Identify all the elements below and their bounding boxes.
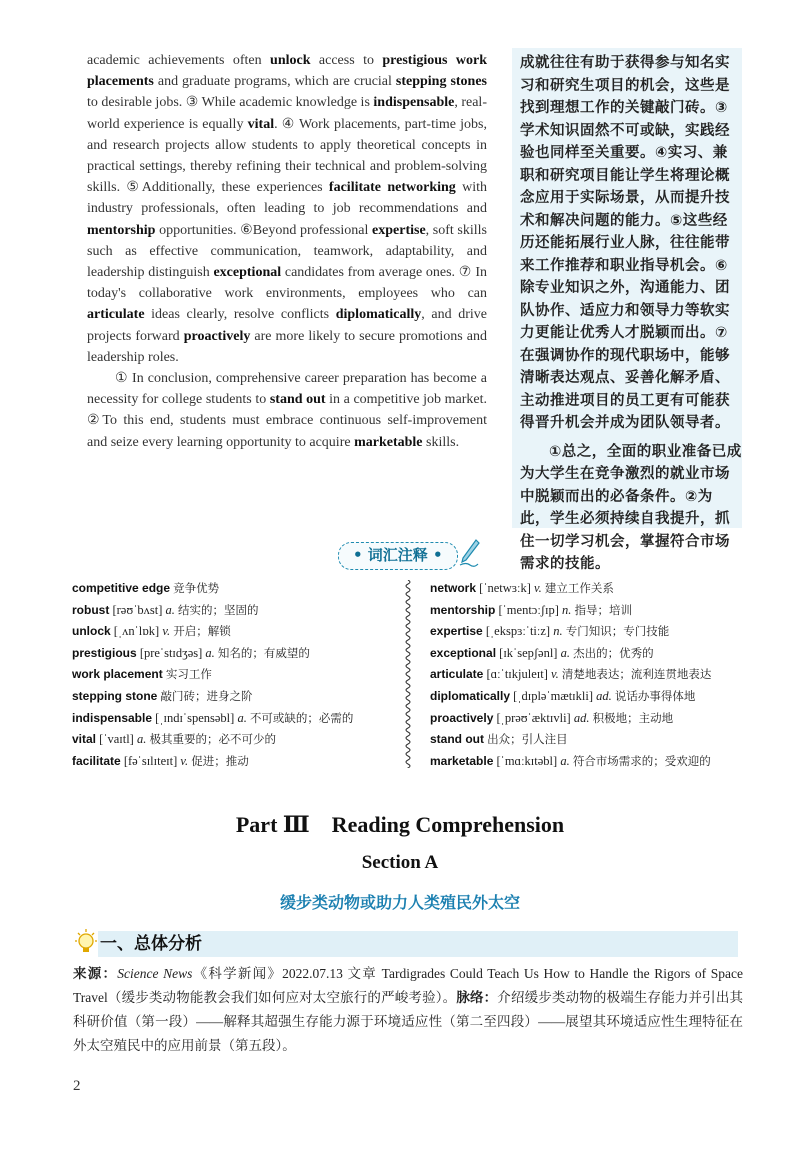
vocab-entry	[72, 643, 392, 665]
vocab-part-of-speech: a.	[165, 602, 175, 617]
vocab-word: prestigious	[72, 645, 137, 660]
vocab-definition: 符合市场需求的；受欢迎的	[572, 753, 711, 768]
text-run: ① In conclusion, comprehensive career preparation has become a necessity for college students to	[87, 371, 487, 408]
text-run: in a competitive job market. ②To this end, students must embrace continuous self-improvement and seize every learning opportunity to acquire	[87, 392, 487, 450]
text-run: , soft skills such as effective communication, teamwork, adaptability, and leadership distinguish	[87, 222, 487, 281]
vocab-part-of-speech: v.	[162, 624, 171, 639]
vocab-entry	[430, 686, 770, 708]
vocab-part-of-speech: a.	[136, 732, 147, 747]
vocab-definition: 竞争优势	[173, 581, 220, 595]
vocab-word: stand out	[430, 732, 484, 747]
chinese-paragraph-1: 成就往往有助于获得参与知名实习和研究生项目的机会，这些是找到理想工作的关键敲门砖。③学术知识固然不可或缺，实践经验也同样至关重要。④实习、兼职和研究项目能让学生将理论概念应用于实际场景，从而提升技术和解决问题的能力。⑤这些经历还能拓展行业人脉，往往能带来工作推荐和职业指导机会。⑥除专业知识之外，沟通能力、团队协作、适应力和领导力等软实力更能让优秀人才脱颖而出。⑦在强调协作的现代职场中，能够清晰表达观点、妥善化解矛盾、主动推进项目的员工更有可能获得晋升机会并成为团队领导者。	[520, 55, 730, 431]
light-bulb-icon	[72, 928, 100, 958]
vocab-section-title: • 词汇注释 •	[338, 542, 458, 570]
text-run: access to	[310, 53, 383, 68]
vocab-entry	[72, 664, 392, 686]
vocab-part-of-speech: a.	[205, 645, 215, 660]
source-label: 来源：	[73, 966, 118, 982]
vocab-phonetic: [ɑːˈtɪkjuleɪt]	[486, 667, 548, 682]
vocab-highlight: unlock	[270, 53, 311, 68]
text-run: . ④ Work placements, part-time jobs, and research projects allow students to apply theoretical concepts in practical settings, thereby refining their technical and problem-solving skills. ⑤Additionally, these experiences	[87, 116, 487, 196]
vocab-highlight: exceptional	[213, 265, 282, 281]
vocab-phonetic: [ˌʌnˈlɒk]	[113, 624, 160, 639]
vocab-word: robust	[72, 602, 110, 617]
vocab-highlight: indispensable	[373, 95, 455, 111]
vocab-entry	[72, 600, 392, 622]
vocab-phonetic: [ɪkˈsepʃənl]	[499, 645, 558, 660]
vocab-word: proactively	[430, 710, 494, 725]
text-run: candidates from average ones. ⑦ In today's collaborative work environments, employees who can	[87, 265, 487, 302]
vocab-part-of-speech: v.	[180, 753, 189, 768]
vocab-phonetic: [ˌekspɜːˈtiːz]	[485, 624, 551, 639]
vocab-phonetic: [fəˈsɪlɪteɪt]	[123, 753, 178, 768]
vocab-entry	[430, 751, 770, 773]
vocab-entry	[72, 751, 392, 773]
vocab-part-of-speech: a.	[560, 645, 570, 660]
vocab-phonetic: [ˈmentɔːʃɪp]	[498, 602, 559, 617]
text-run: , real-world experience is equally	[87, 95, 487, 132]
vocab-phonetic: [rəʊˈbʌst]	[112, 602, 163, 617]
vocab-word: network	[430, 581, 477, 595]
vocab-highlight: stand out	[269, 392, 326, 408]
vocab-part-of-speech: a.	[237, 710, 247, 725]
vocab-part-of-speech: v.	[551, 667, 559, 682]
vocab-list-right	[430, 578, 770, 772]
vocab-entry	[72, 578, 392, 600]
text-run: ideas clearly, resolve conflicts	[144, 307, 336, 323]
vocab-word: mentorship	[430, 602, 496, 617]
pen-icon	[458, 538, 480, 568]
vocab-definition: 敲门砖；进身之阶	[160, 688, 253, 703]
vocab-definition: 出众；引人注目	[487, 732, 568, 747]
vocab-definition: 专门知识；专门技能	[565, 624, 670, 639]
summary-paragraph	[73, 962, 743, 1058]
english-paragraph-2	[87, 368, 487, 453]
text-run: opportunities. ⑥Beyond professional	[155, 222, 373, 238]
context-text: 介绍缓步类动物的极端生存能力并引出其科研价值（第一段）——解释其超强生存能力源于环境适应性（第二至四段）——展望其环境适应性生理特征在外太空殖民中的应用前景（第五段）。	[73, 990, 744, 1053]
vocab-entry	[72, 729, 392, 751]
vocab-entry	[72, 621, 392, 643]
source-publication: Science News	[117, 966, 193, 981]
vocab-word: marketable	[430, 753, 494, 768]
vocab-highlight: prestigious work placements	[87, 53, 487, 90]
vocab-highlight: mentorship	[87, 222, 156, 238]
vocab-word: competitive edge	[72, 581, 171, 595]
vocab-definition: 不可或缺的；必需的	[249, 710, 354, 725]
vocab-highlight: stepping stones	[395, 74, 487, 90]
vocab-list-left	[72, 578, 392, 772]
vocab-highlight: diplomatically	[335, 307, 422, 323]
vocab-entry	[430, 729, 770, 751]
vocab-entry	[430, 600, 770, 622]
chinese-translation-box	[512, 48, 742, 572]
vocab-highlight: vital	[247, 116, 275, 132]
vocab-phonetic: [ˈmɑːkɪtəbl]	[496, 753, 558, 768]
english-passage	[87, 50, 487, 453]
text-run: , and drive projects forward	[87, 307, 488, 344]
vocab-definition: 实习工作	[165, 667, 212, 682]
vocab-definition: 建立工作关系	[544, 581, 614, 595]
vocab-entry	[430, 708, 770, 730]
vocab-phonetic: [ˌprəʊˈæktɪvli]	[496, 710, 571, 725]
page-number: 2	[73, 1078, 81, 1094]
text-run: and graduate programs, which are crucial	[153, 74, 396, 90]
text-run: are more likely to secure promotions and leadership roles.	[87, 328, 487, 365]
vocab-highlight: proactively	[183, 328, 251, 344]
vocab-word: diplomatically	[430, 688, 511, 703]
text-run: academic achievements often	[87, 53, 271, 68]
vocab-word: unlock	[72, 624, 111, 639]
vocab-word: facilitate	[72, 753, 121, 768]
vocab-part-of-speech: a.	[560, 753, 570, 768]
article-title: 缓步类动物或助力人类殖民外太空	[279, 893, 520, 912]
text-run: with industry professionals, often leading to job recommendations and	[87, 180, 487, 217]
vocab-word: stepping stone	[72, 688, 158, 703]
vocab-entry	[430, 643, 770, 665]
vocab-word: indispensable	[72, 710, 153, 725]
text-run: to desirable jobs. ③ While academic knowledge is	[87, 95, 374, 111]
vocab-phonetic: [ˌɪndɪˈspensəbl]	[155, 710, 235, 725]
vocab-phonetic: [ˈnetwɜːk]	[479, 581, 531, 595]
vocab-definition: 积极地；主动地	[592, 710, 674, 725]
vocab-phonetic: [ˌdɪpləˈmætɪkli]	[513, 688, 594, 703]
vocab-phonetic: [preˈstɪdʒəs]	[139, 645, 203, 660]
vocab-definition: 极其重要的；必不可少的	[149, 732, 276, 747]
section-title: Section A	[361, 852, 439, 873]
vocab-word: articulate	[430, 667, 484, 682]
source-text: 《科学新闻》2022.07.13 文章 Tardigrades Could Teach Us How to Handle the Rigors of Space Travel（缓步类动物能教会我们如何应对太空旅行的严峻考验）。	[73, 966, 743, 1005]
vocab-entry	[430, 621, 770, 643]
vocab-part-of-speech: v.	[534, 581, 542, 595]
vocab-definition: 指导；培训	[574, 602, 632, 617]
part-title: Part Ⅲ Reading Comprehension	[235, 812, 565, 837]
vocab-entry	[430, 578, 770, 600]
vocab-part-of-speech: n.	[553, 624, 563, 639]
vocab-word: exceptional	[430, 645, 497, 660]
vocab-highlight: expertise	[372, 222, 426, 238]
vocab-part-of-speech: ad.	[573, 710, 590, 725]
context-label: 脉络：	[456, 990, 498, 1006]
vocab-entry	[72, 686, 392, 708]
vocab-highlight: marketable	[354, 434, 423, 450]
vocab-word: vital	[72, 732, 97, 747]
vocab-part-of-speech: ad.	[596, 688, 612, 703]
vocab-word: work placement	[72, 667, 163, 682]
vocab-definition: 促进；推动	[191, 753, 249, 768]
vocab-highlight: articulate	[87, 307, 145, 323]
vocab-word: expertise	[430, 624, 483, 639]
text-run: skills.	[422, 434, 460, 450]
english-paragraph-1	[87, 50, 487, 368]
vocab-phonetic: [ˈvaɪtl]	[99, 732, 134, 747]
vocab-part-of-speech: n.	[561, 602, 572, 617]
vocab-definition: 知名的；有威望的	[217, 645, 310, 660]
vocab-entry	[430, 664, 770, 686]
overview-title: 一、总体分析	[100, 934, 202, 954]
vocab-definition: 杰出的；优秀的	[573, 645, 654, 660]
vocab-definition: 结实的；坚固的	[178, 602, 259, 617]
vocab-entry	[72, 708, 392, 730]
vocab-definition: 清楚地表达；流利连贯地表达	[561, 667, 712, 682]
chinese-paragraph-2: ①总之，全面的职业准备已成为大学生在竞争激烈的就业市场中脱颖而出的必备条件。②为此，学生必须持续自我提升，抓住一切学习机会，掌握符合市场需求的技能。	[520, 443, 742, 572]
vocab-definition: 说话办事得体地	[614, 688, 696, 703]
vocab-definition: 开启；解锁	[173, 624, 231, 639]
wavy-divider	[403, 580, 413, 768]
vocab-highlight: facilitate networking	[328, 180, 456, 196]
